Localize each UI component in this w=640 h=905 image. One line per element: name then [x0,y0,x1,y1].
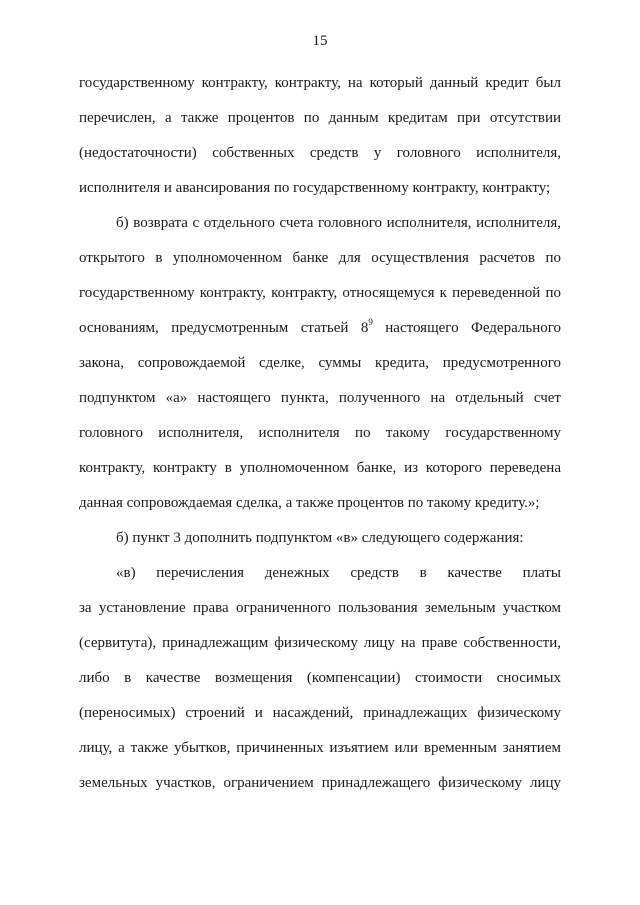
text-line: государственному контракту, контракту, на который данный кредит был [79,75,561,91]
text-line: (переносимых) строений и насаждений, принадлежащих физическому [79,705,561,721]
text-line: (недостаточности) собственных средств у головного исполнителя, [79,145,561,161]
text-segment: настоящего Федерального [372,320,561,336]
text-line: лицу, а также убытков, причиненных изъятием или временным занятием [79,740,561,756]
page-number: 15 [312,33,328,49]
document-body [79,72,561,807]
text-line: за установление права ограниченного пользования земельным участком [79,600,561,616]
text-segment: основаниям, предусмотренным статьей 8 [79,320,369,336]
article-superscript: 9 [368,317,373,327]
text-line: (сервитута), принадлежащим физическому лицу на праве собственности, [79,635,561,651]
text-line: либо в качестве возмещения (компенсации) стоимости сносимых [79,670,561,686]
text-line: подпунктом «а» настоящего пункта, полученного на отдельный счет [79,390,561,406]
text-line: «в) перечисления денежных средств в качестве платы [116,565,561,581]
text-line: перечислен, а также процентов по данным кредитам при отсутствии [79,110,561,126]
text-line: закона, сопровождаемой сделке, суммы кредита, предусмотренного [79,355,561,371]
text-line: б) пункт 3 дополнить подпунктом «в» следующего содержания: [116,530,524,546]
text-line: головного исполнителя, исполнителя по такому государственному [79,425,561,441]
text-line: данная сопровождаемая сделка, а также процентов по такому кредиту.»; [79,495,540,511]
text-line: государственному контракту, контракту, относящемуся к переведенной по [79,285,561,301]
text-line: контракту, контракту в уполномоченном банке, из которого переведена [79,460,561,476]
text-line: исполнителя и авансирования по государственному контракту, контракту; [79,180,551,196]
text-line: открытого в уполномоченном банке для осуществления расчетов по [79,250,561,266]
text-line-with-superscript [79,317,561,352]
text-line: б) возврата с отдельного счета головного исполнителя, исполнителя, [116,215,561,231]
text-line: земельных участков, ограничением принадлежащего физическому лицу [79,775,561,791]
